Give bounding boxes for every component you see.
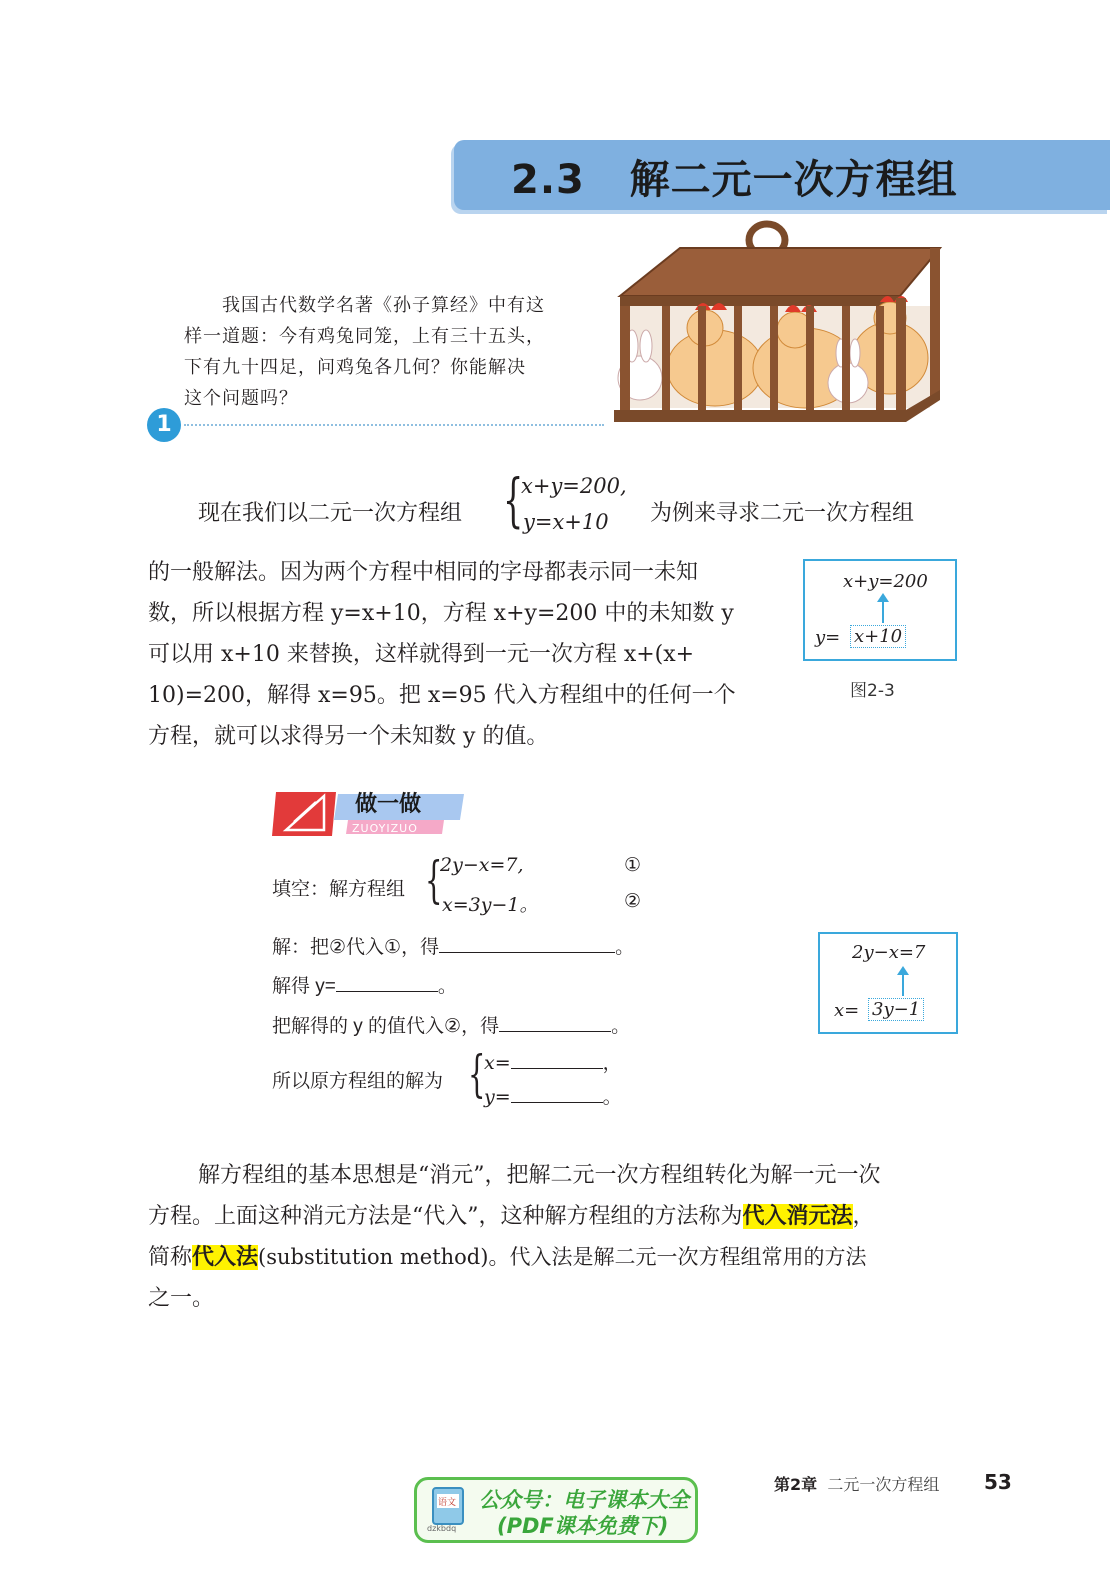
result-y-line: [484, 1082, 622, 1109]
question-number-badge: 1: [147, 408, 181, 442]
result-label: 所以原方程组的解为: [272, 1071, 444, 1092]
step3-line: [272, 1011, 630, 1038]
intro-line: 样一道题：今有鸡兔同笼，上有三十五头，: [184, 326, 545, 347]
step3-text: 把解得的 y 的值代入②，得: [272, 1016, 500, 1037]
chapter-number: 第2章: [774, 1475, 818, 1494]
step2-text: 解得 y=: [272, 976, 336, 997]
eq1-marker: ①: [624, 855, 642, 876]
result-y-label: y=: [484, 1086, 511, 1108]
para2-line2-pre: 方程。上面这种消元方法是“代入”，这种解方程组的方法称为: [148, 1204, 743, 1229]
paragraph-line: 方程，就可以求得另一个未知数 y 的值。: [148, 724, 549, 749]
figure-box: [803, 559, 957, 661]
eq2-marker: ②: [624, 891, 642, 912]
result-y-period: 。: [602, 1087, 622, 1108]
figure2-bottom-prefix: x=: [834, 1000, 860, 1021]
footer-chapter: [774, 1472, 939, 1495]
paragraph-line: 10)=200，解得 x=95。把 x=95 代入方程组中的任何一个: [148, 683, 736, 708]
result-x-label: x=: [484, 1052, 511, 1074]
paragraph-line: 现在我们以二元一次方程组: [198, 501, 463, 526]
left-brace: {: [468, 1045, 486, 1103]
chicken-rabbit-cage-illustration: [600, 218, 945, 428]
watermark-icon-text: 语文: [438, 1498, 457, 1508]
activity-title: 做一做: [355, 792, 422, 817]
term-substitution-method: 代入法: [192, 1245, 259, 1270]
result-x-comma: ，: [602, 1053, 622, 1074]
para2-line2-post: ，: [852, 1204, 875, 1229]
dotted-divider: [184, 424, 604, 426]
result-y-blank[interactable]: [511, 1084, 603, 1103]
intro-line: 我国古代数学名著《孙子算经》中有这: [222, 295, 545, 316]
figure2-box: [818, 932, 958, 1034]
figure-substitution-box: x+10: [850, 625, 906, 648]
step2-line: [272, 971, 457, 998]
paragraph-line: 解方程组的基本思想是“消元”，把解二元一次方程组转化为解一元一次: [198, 1163, 881, 1188]
term-substitution-elimination: 代入消元法: [742, 1204, 853, 1229]
step1-text: 解：把②代入①，得: [272, 937, 440, 958]
watermark-badge: [414, 1477, 698, 1543]
section-title: 解二元一次方程组: [629, 157, 958, 203]
figure-bottom-prefix: y=: [815, 627, 841, 648]
figure2-top-equation: 2y−x=7: [852, 942, 926, 963]
result-x-blank[interactable]: [511, 1050, 603, 1069]
para2-line3-post: (substitution method)。代入法是解二元一次方程组常用的方法: [258, 1245, 867, 1269]
watermark-line1: 公众号：电子课本大全: [479, 1488, 689, 1512]
watermark-line2: (PDF课本免费下): [497, 1514, 669, 1538]
arrow-up-icon: [882, 601, 884, 623]
step1-period: 。: [615, 937, 635, 958]
paragraph-line: 的一般解法。因为两个方程中相同的字母都表示同一未知: [148, 560, 699, 585]
equation-top: x+y=200,: [521, 474, 627, 498]
paragraph-line: [148, 1199, 875, 1230]
page-number: 53: [984, 1470, 1012, 1494]
system-eq2: x=3y−1。: [442, 894, 539, 916]
equation-bottom: y=x+10: [523, 510, 609, 534]
paragraph-line: 数，所以根据方程 y=x+10，方程 x+y=200 中的未知数 y: [148, 601, 734, 626]
step3-period: 。: [611, 1016, 631, 1037]
figure2-substitution-box: 3y−1: [868, 998, 924, 1021]
activity-subtitle: ZUOYIZUO: [352, 822, 418, 835]
para2-line3-pre: 简称: [148, 1245, 193, 1270]
paragraph-line: 可以用 x+10 来替换，这样就得到一元一次方程 x+(x+: [148, 642, 695, 667]
left-brace: {: [503, 466, 524, 534]
intro-text: [184, 290, 584, 414]
watermark-small-text: dzkbdq: [427, 1524, 457, 1533]
intro-line: 这个问题吗？: [184, 388, 298, 409]
step3-blank[interactable]: [499, 1013, 611, 1032]
chapter-title: 二元一次方程组: [827, 1475, 940, 1494]
paragraph-line: [148, 1240, 866, 1271]
step1-blank[interactable]: [439, 934, 615, 953]
equation-system: [503, 466, 653, 542]
intro-line: 下有九十四足，问鸡兔各几何？你能解决: [184, 357, 526, 378]
left-brace: {: [425, 851, 443, 909]
figure-top-equation: x+y=200: [843, 571, 928, 592]
system-eq1: 2y−x=7,: [440, 854, 524, 876]
step2-blank[interactable]: [336, 973, 438, 992]
section-heading: [511, 148, 958, 205]
fill-in-label: 填空：解方程组: [272, 879, 406, 900]
paragraph-line: 之一。: [148, 1286, 215, 1311]
paragraph-line: 为例来寻求二元一次方程组: [650, 501, 915, 526]
arrow-up-icon: [902, 974, 904, 996]
step1-line: [272, 932, 634, 959]
step2-period: 。: [437, 976, 457, 997]
section-number: 2.3: [511, 157, 585, 203]
figure-caption: 图2-3: [850, 681, 895, 701]
result-x-line: [484, 1048, 622, 1075]
